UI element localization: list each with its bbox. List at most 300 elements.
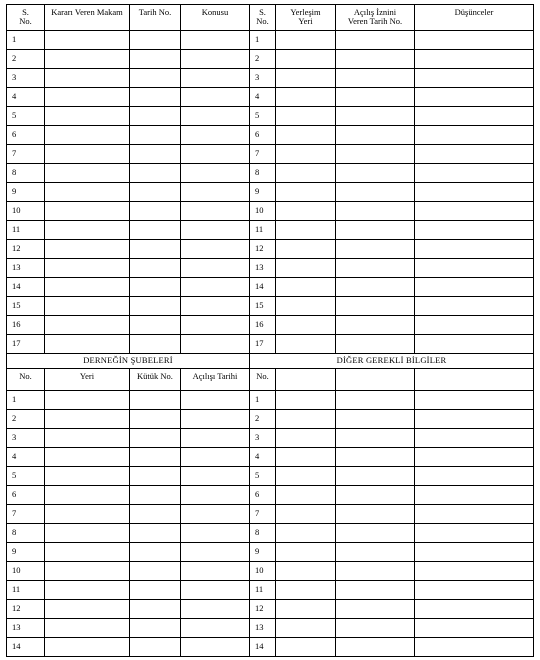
branch-row-number: 13: [7, 619, 45, 638]
registry-no-cell: [130, 467, 181, 486]
other-info-cell: [415, 600, 534, 619]
row-number-left: 2: [7, 50, 45, 69]
permit-date-no-cell: [336, 88, 415, 107]
branch-location-cell: [45, 448, 130, 467]
settlement-cell: [276, 221, 336, 240]
decision-authority-cell: [45, 126, 130, 145]
other-info-row-number: 9: [250, 543, 276, 562]
decision-authority-cell: [45, 297, 130, 316]
other-info-cell: [276, 429, 336, 448]
table-row: [7, 391, 534, 410]
remarks-cell: [415, 69, 534, 88]
row-number-right: 14: [250, 278, 276, 297]
table-row: [7, 31, 534, 50]
other-info-cell: [276, 562, 336, 581]
row-number-left: 4: [7, 88, 45, 107]
other-info-row-number: 10: [250, 562, 276, 581]
other-info-section-title: DİĞER GEREKLİ BİLGİLER: [250, 354, 534, 369]
subject-cell: [181, 335, 250, 354]
table-row: [7, 240, 534, 259]
other-info-row-number: 6: [250, 486, 276, 505]
other-info-cell: [276, 619, 336, 638]
table-row: [7, 505, 534, 524]
settlement-cell: [276, 259, 336, 278]
row-number-right: 11: [250, 221, 276, 240]
other-info-cell: [415, 410, 534, 429]
row-number-left: 12: [7, 240, 45, 259]
date-no-cell: [130, 221, 181, 240]
row-number-left: 14: [7, 278, 45, 297]
registry-no-cell: [130, 581, 181, 600]
other-info-cell: [415, 524, 534, 543]
permit-date-no-cell: [336, 164, 415, 183]
settlement-cell: [276, 183, 336, 202]
branch-location-cell: [45, 467, 130, 486]
branch-location-cell: [45, 619, 130, 638]
other-info-row-number: 2: [250, 410, 276, 429]
subject-cell: [181, 316, 250, 335]
opening-date-cell: [181, 410, 250, 429]
table-row: [7, 297, 534, 316]
permit-date-no-cell: [336, 145, 415, 164]
branch-location-cell: [45, 391, 130, 410]
registry-no-cell: [130, 619, 181, 638]
other-info-cell: [336, 448, 415, 467]
header-cell-decision-authority: Kararı Veren Makam: [45, 5, 130, 31]
date-no-cell: [130, 240, 181, 259]
branch-location-cell: [45, 524, 130, 543]
date-no-cell: [130, 316, 181, 335]
row-number-left: 6: [7, 126, 45, 145]
opening-date-cell: [181, 448, 250, 467]
other-info-blank-cell: [336, 369, 415, 391]
permit-date-no-cell: [336, 107, 415, 126]
section-header-row: [7, 369, 534, 391]
other-info-cell: [276, 391, 336, 410]
subject-cell: [181, 50, 250, 69]
row-number-right: 3: [250, 69, 276, 88]
decision-authority-cell: [45, 278, 130, 297]
opening-date-cell: [181, 638, 250, 657]
remarks-cell: [415, 50, 534, 69]
header-cell-registry-no: Kütük No.: [130, 369, 181, 391]
decision-authority-cell: [45, 88, 130, 107]
table-row: [7, 107, 534, 126]
opening-date-cell: [181, 524, 250, 543]
registry-no-cell: [130, 543, 181, 562]
opening-date-cell: [181, 581, 250, 600]
row-number-left: 7: [7, 145, 45, 164]
branch-row-number: 12: [7, 600, 45, 619]
table-row: [7, 429, 534, 448]
table-row: [7, 202, 534, 221]
date-no-cell: [130, 202, 181, 221]
remarks-cell: [415, 88, 534, 107]
remarks-cell: [415, 316, 534, 335]
other-info-row-number: 13: [250, 619, 276, 638]
other-info-cell: [415, 505, 534, 524]
row-number-right: 5: [250, 107, 276, 126]
registry-no-cell: [130, 486, 181, 505]
subject-cell: [181, 145, 250, 164]
permit-date-no-cell: [336, 259, 415, 278]
other-info-cell: [336, 429, 415, 448]
table-row: [7, 126, 534, 145]
registry-no-cell: [130, 448, 181, 467]
other-info-row-number: 8: [250, 524, 276, 543]
other-info-cell: [415, 638, 534, 657]
branch-row-number: 11: [7, 581, 45, 600]
header-cell-permit-date-no: Açılış İznini Veren Tarih No.: [336, 5, 415, 31]
other-info-cell: [415, 391, 534, 410]
other-info-row-number: 14: [250, 638, 276, 657]
table-row: [7, 88, 534, 107]
registry-no-cell: [130, 600, 181, 619]
row-number-right: 4: [250, 88, 276, 107]
decision-authority-cell: [45, 69, 130, 88]
other-info-cell: [415, 581, 534, 600]
table-row: [7, 467, 534, 486]
row-number-left: 8: [7, 164, 45, 183]
table-row: [7, 638, 534, 657]
other-info-row-number: 7: [250, 505, 276, 524]
opening-date-cell: [181, 467, 250, 486]
date-no-cell: [130, 259, 181, 278]
other-info-cell: [336, 505, 415, 524]
table-row: [7, 50, 534, 69]
opening-date-cell: [181, 619, 250, 638]
permit-date-no-cell: [336, 335, 415, 354]
subject-cell: [181, 183, 250, 202]
table-row: [7, 69, 534, 88]
permit-date-no-cell: [336, 316, 415, 335]
settlement-cell: [276, 69, 336, 88]
row-number-right: 13: [250, 259, 276, 278]
row-number-left: 13: [7, 259, 45, 278]
permit-date-no-cell: [336, 69, 415, 88]
decision-authority-cell: [45, 335, 130, 354]
other-info-cell: [276, 543, 336, 562]
date-no-cell: [130, 50, 181, 69]
row-number-left: 10: [7, 202, 45, 221]
date-no-cell: [130, 297, 181, 316]
decision-authority-cell: [45, 316, 130, 335]
branch-location-cell: [45, 486, 130, 505]
branch-row-number: 9: [7, 543, 45, 562]
branch-location-cell: [45, 562, 130, 581]
header-cell-sno-right: S. No.: [250, 5, 276, 31]
table-row: [7, 524, 534, 543]
other-info-cell: [336, 638, 415, 657]
branch-location-cell: [45, 638, 130, 657]
other-info-row-number: 12: [250, 600, 276, 619]
settlement-cell: [276, 164, 336, 183]
subject-cell: [181, 278, 250, 297]
row-number-left: 16: [7, 316, 45, 335]
opening-date-cell: [181, 600, 250, 619]
branch-location-cell: [45, 505, 130, 524]
section-title-row: [7, 354, 534, 369]
branch-location-cell: [45, 600, 130, 619]
table-row: [7, 183, 534, 202]
header-cell-date-no: Tarih No.: [130, 5, 181, 31]
remarks-cell: [415, 164, 534, 183]
permit-date-no-cell: [336, 126, 415, 145]
branch-location-cell: [45, 410, 130, 429]
settlement-cell: [276, 240, 336, 259]
header-cell-branch-no: No.: [7, 369, 45, 391]
decision-authority-cell: [45, 259, 130, 278]
subject-cell: [181, 202, 250, 221]
decision-authority-cell: [45, 202, 130, 221]
subject-cell: [181, 259, 250, 278]
date-no-cell: [130, 183, 181, 202]
header-cell-branch-location: Yeri: [45, 369, 130, 391]
other-info-row-number: 1: [250, 391, 276, 410]
subject-cell: [181, 164, 250, 183]
table-row: [7, 619, 534, 638]
table-row: [7, 145, 534, 164]
header-row: [7, 5, 534, 31]
subject-cell: [181, 69, 250, 88]
decision-authority-cell: [45, 164, 130, 183]
decision-authority-cell: [45, 31, 130, 50]
opening-date-cell: [181, 543, 250, 562]
subject-cell: [181, 126, 250, 145]
row-number-right: 1: [250, 31, 276, 50]
decision-authority-cell: [45, 107, 130, 126]
date-no-cell: [130, 88, 181, 107]
header-cell-subject: Konusu: [181, 5, 250, 31]
registry-no-cell: [130, 638, 181, 657]
row-number-left: 15: [7, 297, 45, 316]
date-no-cell: [130, 69, 181, 88]
remarks-cell: [415, 278, 534, 297]
settlement-cell: [276, 335, 336, 354]
other-info-cell: [276, 410, 336, 429]
settlement-cell: [276, 278, 336, 297]
settlement-cell: [276, 297, 336, 316]
other-info-cell: [276, 467, 336, 486]
other-info-cell: [276, 524, 336, 543]
other-info-cell: [336, 581, 415, 600]
branch-row-number: 14: [7, 638, 45, 657]
other-info-cell: [415, 619, 534, 638]
remarks-cell: [415, 31, 534, 50]
table-row: [7, 278, 534, 297]
decision-authority-cell: [45, 240, 130, 259]
date-no-cell: [130, 126, 181, 145]
branches-section-title: DERNEĞİN ŞUBELERİ: [7, 354, 250, 369]
decision-authority-cell: [45, 145, 130, 164]
table-row: [7, 486, 534, 505]
settlement-cell: [276, 316, 336, 335]
subject-cell: [181, 107, 250, 126]
branch-row-number: 3: [7, 429, 45, 448]
other-info-row-number: 11: [250, 581, 276, 600]
branch-location-cell: [45, 543, 130, 562]
other-info-cell: [415, 429, 534, 448]
row-number-right: 6: [250, 126, 276, 145]
settlement-cell: [276, 145, 336, 164]
header-cell-other-no: No.: [250, 369, 276, 391]
table-row: [7, 581, 534, 600]
subject-cell: [181, 221, 250, 240]
row-number-right: 8: [250, 164, 276, 183]
branch-row-number: 10: [7, 562, 45, 581]
other-info-cell: [336, 543, 415, 562]
other-info-blank-cell: [276, 369, 336, 391]
form-body: [7, 5, 534, 657]
opening-date-cell: [181, 486, 250, 505]
table-row: [7, 164, 534, 183]
row-number-right: 12: [250, 240, 276, 259]
header-cell-remarks: Düşünceler: [415, 5, 534, 31]
branch-row-number: 6: [7, 486, 45, 505]
other-info-cell: [415, 448, 534, 467]
other-info-cell: [415, 467, 534, 486]
other-info-cell: [336, 486, 415, 505]
other-info-cell: [276, 638, 336, 657]
row-number-left: 17: [7, 335, 45, 354]
remarks-cell: [415, 259, 534, 278]
permit-date-no-cell: [336, 31, 415, 50]
other-info-cell: [276, 448, 336, 467]
row-number-right: 17: [250, 335, 276, 354]
other-info-cell: [276, 486, 336, 505]
other-info-cell: [336, 391, 415, 410]
remarks-cell: [415, 240, 534, 259]
branch-row-number: 8: [7, 524, 45, 543]
registry-no-cell: [130, 429, 181, 448]
table-row: [7, 600, 534, 619]
other-info-cell: [336, 410, 415, 429]
row-number-right: 2: [250, 50, 276, 69]
table-row: [7, 335, 534, 354]
branch-row-number: 2: [7, 410, 45, 429]
permit-date-no-cell: [336, 183, 415, 202]
settlement-cell: [276, 31, 336, 50]
other-info-row-number: 4: [250, 448, 276, 467]
opening-date-cell: [181, 429, 250, 448]
other-info-cell: [415, 543, 534, 562]
registry-no-cell: [130, 505, 181, 524]
row-number-right: 16: [250, 316, 276, 335]
permit-date-no-cell: [336, 50, 415, 69]
table-row: [7, 448, 534, 467]
row-number-left: 11: [7, 221, 45, 240]
subject-cell: [181, 31, 250, 50]
settlement-cell: [276, 88, 336, 107]
other-info-cell: [415, 562, 534, 581]
row-number-left: 5: [7, 107, 45, 126]
settlement-cell: [276, 50, 336, 69]
other-info-cell: [415, 486, 534, 505]
branch-row-number: 5: [7, 467, 45, 486]
subject-cell: [181, 240, 250, 259]
date-no-cell: [130, 278, 181, 297]
other-info-blank-cell: [415, 369, 534, 391]
opening-date-cell: [181, 505, 250, 524]
date-no-cell: [130, 107, 181, 126]
row-number-right: 15: [250, 297, 276, 316]
row-number-right: 9: [250, 183, 276, 202]
registry-no-cell: [130, 562, 181, 581]
date-no-cell: [130, 164, 181, 183]
branch-row-number: 1: [7, 391, 45, 410]
branch-row-number: 7: [7, 505, 45, 524]
remarks-cell: [415, 335, 534, 354]
remarks-cell: [415, 202, 534, 221]
other-info-cell: [276, 581, 336, 600]
table-row: [7, 410, 534, 429]
registry-no-cell: [130, 391, 181, 410]
remarks-cell: [415, 145, 534, 164]
row-number-left: 9: [7, 183, 45, 202]
permit-date-no-cell: [336, 202, 415, 221]
permit-date-no-cell: [336, 297, 415, 316]
form-table: [6, 4, 534, 657]
other-info-row-number: 3: [250, 429, 276, 448]
row-number-right: 10: [250, 202, 276, 221]
table-row: [7, 562, 534, 581]
decision-authority-cell: [45, 221, 130, 240]
remarks-cell: [415, 297, 534, 316]
row-number-right: 7: [250, 145, 276, 164]
permit-date-no-cell: [336, 221, 415, 240]
remarks-cell: [415, 183, 534, 202]
date-no-cell: [130, 335, 181, 354]
other-info-cell: [276, 505, 336, 524]
registry-no-cell: [130, 410, 181, 429]
header-cell-settlement: Yerleşim Yeri: [276, 5, 336, 31]
branch-location-cell: [45, 429, 130, 448]
registry-no-cell: [130, 524, 181, 543]
table-row: [7, 543, 534, 562]
other-info-cell: [336, 619, 415, 638]
row-number-left: 3: [7, 69, 45, 88]
settlement-cell: [276, 202, 336, 221]
remarks-cell: [415, 126, 534, 145]
table-row: [7, 221, 534, 240]
date-no-cell: [130, 31, 181, 50]
remarks-cell: [415, 107, 534, 126]
opening-date-cell: [181, 391, 250, 410]
decision-authority-cell: [45, 50, 130, 69]
other-info-cell: [336, 600, 415, 619]
remarks-cell: [415, 221, 534, 240]
permit-date-no-cell: [336, 278, 415, 297]
decision-authority-cell: [45, 183, 130, 202]
other-info-cell: [336, 467, 415, 486]
opening-date-cell: [181, 562, 250, 581]
settlement-cell: [276, 126, 336, 145]
table-row: [7, 259, 534, 278]
table-row: [7, 316, 534, 335]
header-cell-sno-left: S. No.: [7, 5, 45, 31]
settlement-cell: [276, 107, 336, 126]
other-info-cell: [276, 600, 336, 619]
subject-cell: [181, 88, 250, 107]
subject-cell: [181, 297, 250, 316]
permit-date-no-cell: [336, 240, 415, 259]
branch-row-number: 4: [7, 448, 45, 467]
header-cell-opening-date: Açılışı Tarihi: [181, 369, 250, 391]
row-number-left: 1: [7, 31, 45, 50]
date-no-cell: [130, 145, 181, 164]
other-info-cell: [336, 524, 415, 543]
other-info-row-number: 5: [250, 467, 276, 486]
